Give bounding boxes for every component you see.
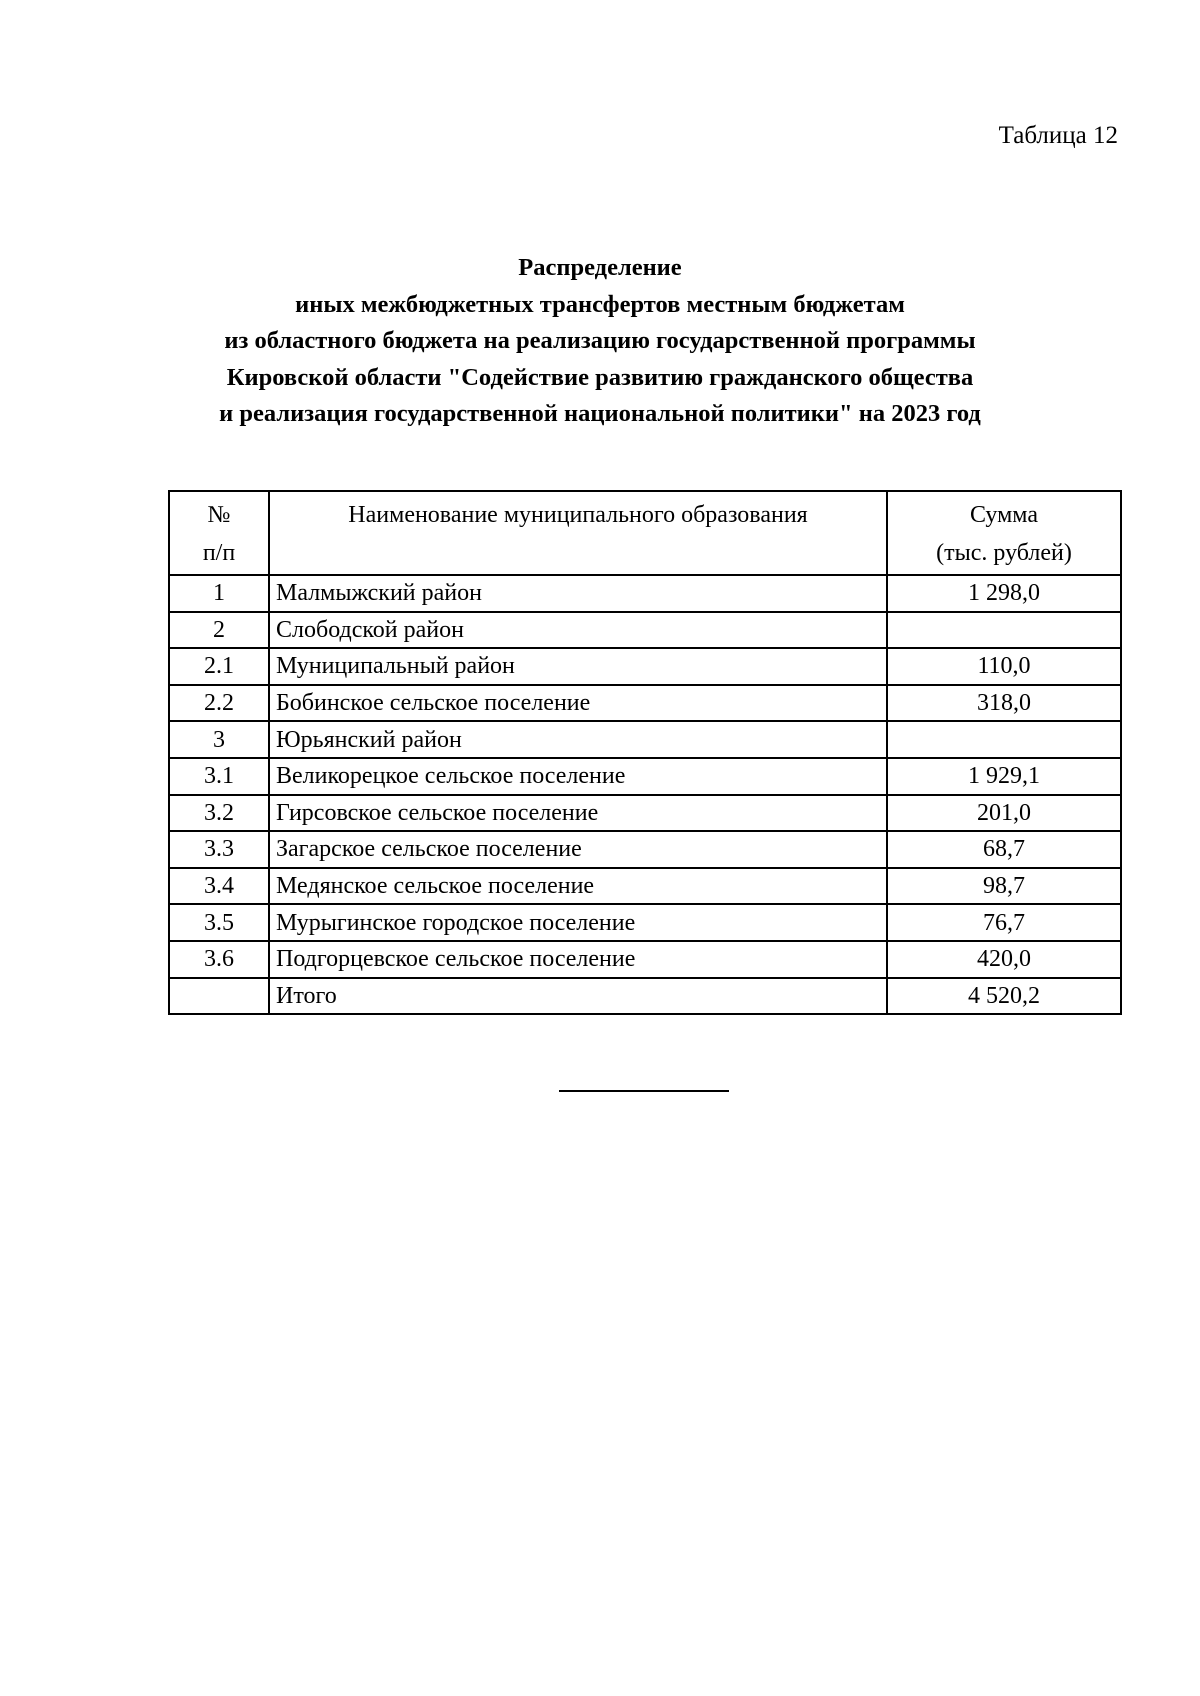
- heading-line-3: из областного бюджета на реализацию государственной программы: [224, 327, 976, 354]
- table-row: [169, 831, 1121, 868]
- row-number: 2.1: [169, 648, 269, 685]
- table-total-row: [169, 978, 1121, 1015]
- row-number: 3: [169, 721, 269, 758]
- table-row: [169, 904, 1121, 941]
- table-number-label: Таблица 12: [998, 122, 1118, 149]
- table-row: [169, 648, 1121, 685]
- total-label: Итого: [269, 978, 887, 1015]
- header-name: Наименование муниципального образования: [269, 491, 887, 575]
- row-sum: 98,7: [887, 868, 1121, 905]
- heading-line-1: Распределение: [518, 254, 682, 281]
- row-name: Гирсовское сельское поселение: [269, 795, 887, 832]
- row-name: Подгорцевское сельское поселение: [269, 941, 887, 978]
- row-name: Малмыжский район: [269, 575, 887, 612]
- row-sum: 110,0: [887, 648, 1121, 685]
- row-name: Юрьянский район: [269, 721, 887, 758]
- row-name: Слободской район: [269, 612, 887, 649]
- total-number: [169, 978, 269, 1015]
- header-number-line-2: п/п: [202, 540, 236, 566]
- row-name: Мурыгинское городское поселение: [269, 904, 887, 941]
- row-sum: 76,7: [887, 904, 1121, 941]
- heading-line-5: и реализация государственной национальной политики" на 2023 год: [219, 400, 981, 427]
- row-number: 3.6: [169, 941, 269, 978]
- row-sum: 68,7: [887, 831, 1121, 868]
- header-sum-line-1: Сумма: [970, 502, 1038, 528]
- table-row: [169, 612, 1121, 649]
- row-number: 1: [169, 575, 269, 612]
- row-number: 3.3: [169, 831, 269, 868]
- header-number: [169, 491, 269, 575]
- row-sum: 1 929,1: [887, 758, 1121, 795]
- table-header-row: [169, 491, 1121, 575]
- row-sum: 201,0: [887, 795, 1121, 832]
- row-name: Медянское сельское поселение: [269, 868, 887, 905]
- header-number-line-1: №: [207, 502, 231, 528]
- row-number: 3.4: [169, 868, 269, 905]
- heading-line-2: иных межбюджетных трансфертов местным бюджетам: [295, 290, 905, 318]
- table-row: [169, 941, 1121, 978]
- row-number: 2: [169, 612, 269, 649]
- table-row: [169, 795, 1121, 832]
- row-name: Бобинское сельское поселение: [269, 685, 887, 722]
- document-heading: [150, 250, 1050, 433]
- row-sum: 318,0: [887, 685, 1121, 722]
- table-row: [169, 868, 1121, 905]
- distribution-table: [168, 490, 1122, 1015]
- total-sum: 4 520,2: [887, 978, 1121, 1015]
- row-number: 3.1: [169, 758, 269, 795]
- row-number: 2.2: [169, 685, 269, 722]
- table-row: [169, 575, 1121, 612]
- row-name: Муниципальный район: [269, 648, 887, 685]
- closing-divider: [559, 1090, 729, 1092]
- header-sum: [887, 491, 1121, 575]
- table-row: [169, 685, 1121, 722]
- table-row: [169, 721, 1121, 758]
- row-number: 3.5: [169, 904, 269, 941]
- row-sum: [887, 721, 1121, 758]
- row-name: Загарское сельское поселение: [269, 831, 887, 868]
- heading-line-4: Кировской области "Содействие развитию гражданского общества: [226, 363, 974, 391]
- row-sum: 1 298,0: [887, 575, 1121, 612]
- header-sum-line-2: (тыс. рублей): [936, 540, 1072, 566]
- row-sum: [887, 612, 1121, 649]
- table-row: [169, 758, 1121, 795]
- row-sum: 420,0: [887, 941, 1121, 978]
- row-name: Великорецкое сельское поселение: [269, 758, 887, 795]
- row-number: 3.2: [169, 795, 269, 832]
